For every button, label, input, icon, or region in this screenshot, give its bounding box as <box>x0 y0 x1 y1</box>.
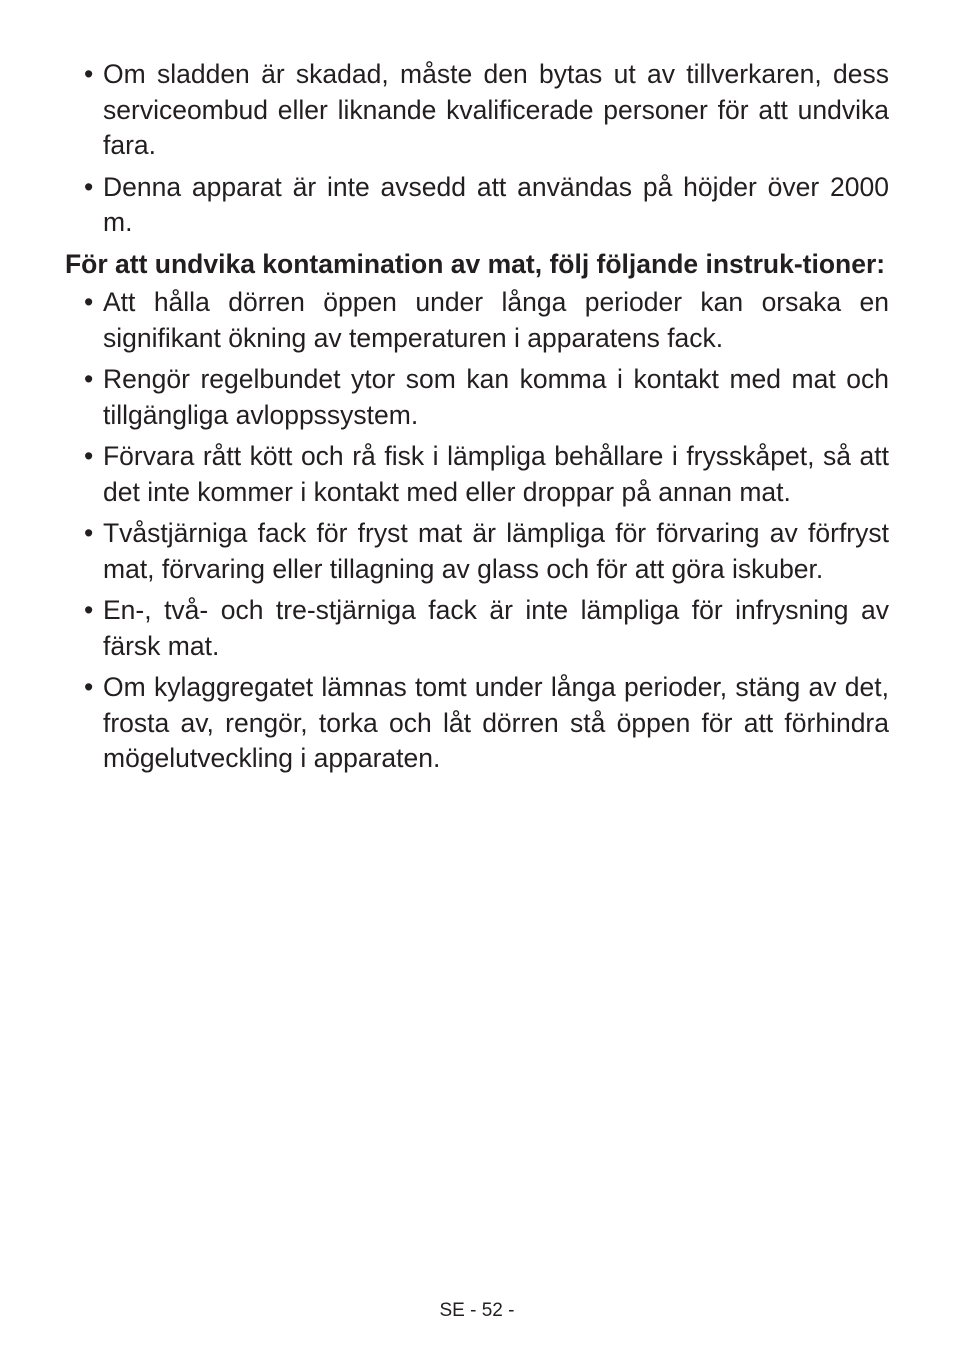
bullet-icon: • <box>84 59 94 89</box>
list-item-text: Denna apparat är inte avsedd att användas på höjder över 2000 m. <box>103 171 889 237</box>
list-item-text: Förvara rått kött och rå fisk i lämpliga behållare i frysskåpet, så att det inte kommer i kontakt med eller droppar på annan mat. <box>103 441 889 507</box>
section-heading: För att undvika kontamination av mat, följ följande instruk-tioner: <box>65 248 886 279</box>
bullet-icon: • <box>84 364 94 394</box>
bullet-icon: • <box>84 287 94 317</box>
list-item <box>65 57 889 164</box>
bullet-icon: • <box>84 672 94 702</box>
list-item <box>65 439 889 510</box>
list-item <box>65 170 889 241</box>
bullet-icon: • <box>84 171 94 202</box>
list-item-text: Om kylaggregatet lämnas tomt under långa perioder, stäng av det, frosta av, rengör, torka och låt dörren stå öppen för att förhindra mögelutveckling i apparaten. <box>103 672 889 773</box>
list-item <box>65 362 889 433</box>
bullet-icon: • <box>84 518 94 548</box>
list-item-text: Om sladden är skadad, måste den bytas ut av tillverkaren, dess serviceombud eller liknande kvalificerade personer för att undvika fara. <box>103 59 889 160</box>
list-item <box>65 593 889 664</box>
list-item-text: Tvåstjärniga fack för fryst mat är lämpliga för förvaring av förfryst mat, förvaring eller tillagning av glass och för att göra iskuber. <box>103 518 889 584</box>
list-item-text: Att hålla dörren öppen under långa perioder kan orsaka en signifikant ökning av temperaturen i apparatens fack. <box>103 287 889 353</box>
list-item <box>65 670 889 777</box>
bullet-icon: • <box>84 595 94 625</box>
page-content <box>65 57 889 783</box>
safety-bullet-list <box>65 57 889 241</box>
list-item-text: Rengör regelbundet ytor som kan komma i kontakt med mat och tillgängliga avloppssystem. <box>103 364 889 430</box>
bullet-icon: • <box>84 441 94 471</box>
page-number: SE - 52 - <box>439 1300 515 1321</box>
food-contamination-bullet-list <box>65 285 889 777</box>
list-item <box>65 516 889 587</box>
list-item <box>65 285 889 356</box>
list-item-text: En-, två- och tre-stjärniga fack är inte lämpliga för infrysning av färsk mat. <box>103 595 889 661</box>
